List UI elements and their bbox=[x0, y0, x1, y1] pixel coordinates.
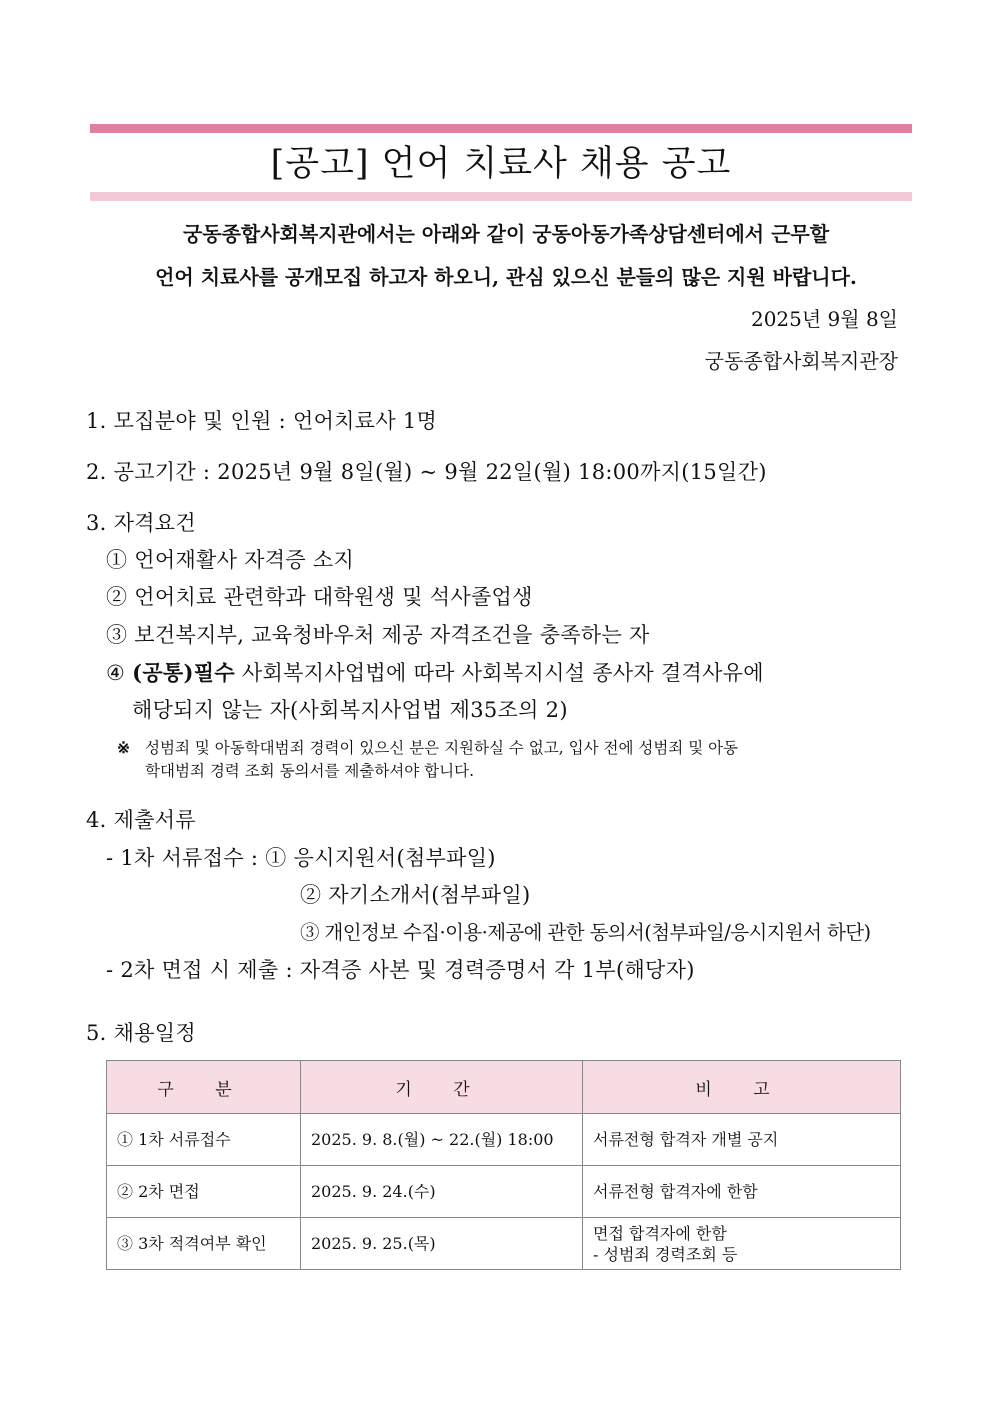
row-period: 2025. 9. 24.(수) bbox=[301, 1166, 583, 1218]
qualification-4-number: ④ bbox=[106, 661, 133, 685]
row-remarks: 서류전형 합격자 개별 공지 bbox=[583, 1114, 901, 1166]
schedule-heading: 5. 채용일정 bbox=[86, 1021, 196, 1045]
header-category: 구 분 bbox=[107, 1061, 301, 1114]
row-remarks-line-2: - 성범죄 경력조회 등 bbox=[593, 1244, 738, 1264]
schedule-table bbox=[106, 1060, 901, 1270]
documents-first-3: ③ 개인정보 수집·이용·제공에 관한 동의서(첨부파일/응시지원서 하단) bbox=[300, 921, 871, 944]
qualification-3: ③ 보건복지부, 교육청바우처 제공 자격조건을 충족하는 자 bbox=[106, 623, 650, 647]
table-header-row bbox=[107, 1061, 901, 1114]
qualification-4-text: 사회복지사업법에 따라 사회복지시설 종사자 결격사유에 bbox=[234, 661, 764, 685]
documents-second: - 2차 면접 시 제출 : 자격증 사본 및 경력증명서 각 1부(해당자) bbox=[106, 958, 695, 982]
qualification-1: ① 언어재활사 자격증 소지 bbox=[106, 548, 355, 572]
row-step: ③ 3차 적격여부 확인 bbox=[107, 1218, 301, 1270]
table-row bbox=[107, 1166, 901, 1218]
note-mark: ※ bbox=[117, 738, 130, 757]
row-remarks-line-1: 면접 합격자에 한함 bbox=[593, 1223, 727, 1243]
qualification-heading: 3. 자격요건 bbox=[86, 511, 196, 535]
title-bar-top bbox=[90, 124, 912, 133]
note-line-2: 학대범죄 경력 조회 동의서를 제출하셔야 합니다. bbox=[145, 762, 475, 780]
qualification-4 bbox=[106, 658, 764, 688]
issuer: 궁동종합사회복지관장 bbox=[704, 349, 898, 373]
row-step: ② 2차 면접 bbox=[107, 1166, 301, 1218]
qualification-4-required: (공통)필수 bbox=[132, 660, 235, 685]
table-row bbox=[107, 1218, 901, 1270]
announcement-period: 2. 공고기간 : 2025년 9월 8일(월) ~ 9월 22일(월) 18:00까지(15일간) bbox=[86, 460, 767, 484]
note-line-1: 성범죄 및 아동학대범죄 경력이 있으신 분은 지원하실 수 없고, 입사 전에 성범죄 및 아동 bbox=[145, 739, 739, 757]
documents-first-1: - 1차 서류접수 : ① 응시지원서(첨부파일) bbox=[106, 846, 496, 870]
row-period: 2025. 9. 8.(월) ~ 22.(월) 18:00 bbox=[301, 1114, 583, 1166]
row-period: 2025. 9. 25.(목) bbox=[301, 1218, 583, 1270]
page-title: [공고] 언어 치료사 채용 공고 bbox=[270, 144, 732, 184]
row-step: ① 1차 서류접수 bbox=[107, 1114, 301, 1166]
qualification-4-continued: 해당되지 않는 자(사회복지사업법 제35조의 2) bbox=[132, 698, 568, 722]
title-bar-bottom bbox=[90, 192, 912, 201]
qualification-2: ② 언어치료 관련학과 대학원생 및 석사졸업생 bbox=[106, 585, 533, 609]
header-period: 기 간 bbox=[301, 1061, 583, 1114]
recruit-field: 1. 모집분야 및 인원 : 언어치료사 1명 bbox=[86, 409, 438, 433]
row-remarks: 서류전형 합격자에 한함 bbox=[583, 1166, 901, 1218]
documents-first-2: ② 자기소개서(첨부파일) bbox=[300, 883, 531, 907]
documents-heading: 4. 제출서류 bbox=[86, 808, 196, 832]
announcement-date: 2025년 9월 8일 bbox=[750, 307, 898, 331]
row-remarks bbox=[583, 1218, 901, 1270]
table-row bbox=[107, 1114, 901, 1166]
intro-line-2: 언어 치료사를 공개모집 하고자 하오니, 관심 있으신 분들의 많은 지원 바랍니다. bbox=[155, 265, 857, 289]
header-remarks: 비 고 bbox=[583, 1061, 901, 1114]
intro-line-1: 궁동종합사회복지관에서는 아래와 같이 궁동아동가족상담센터에서 근무할 bbox=[182, 222, 830, 246]
